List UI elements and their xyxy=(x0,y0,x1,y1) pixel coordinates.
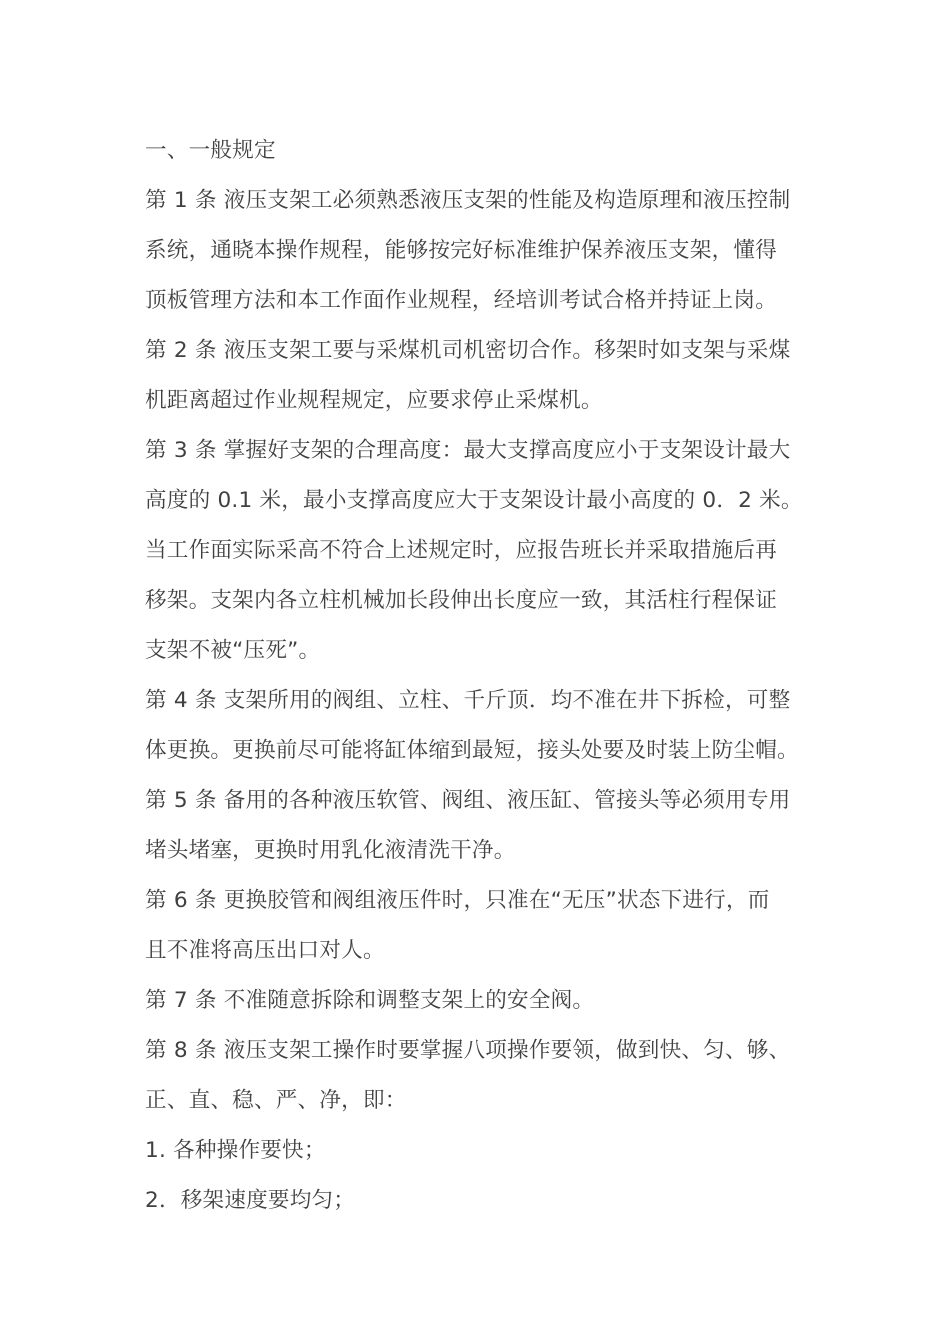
list-item-1: 1. 各种操作要快； xyxy=(145,1138,326,1163)
article-8-line-1: 第 8 条 液压支架工操作时要掌握八项操作要领，做到快、匀、够、 xyxy=(145,1038,791,1063)
document-page xyxy=(145,126,810,1226)
article-5-line-2: 堵头堵塞，更换时用乳化液清洗干净。 xyxy=(145,838,516,863)
article-4-line-2: 体更换。更换前尽可能将缸体缩到最短，接头处要及时装上防尘帽。 xyxy=(145,738,799,763)
article-6-line-1: 第 6 条 更换胶管和阀组液压件时，只准在“无压”状态下进行，而 xyxy=(145,888,770,913)
article-1-line-1: 第 1 条 液压支架工必须熟悉液压支架的性能及构造原理和液压控制 xyxy=(145,188,791,213)
article-8-line-2: 正、直、稳、严、净，即： xyxy=(145,1088,407,1113)
article-2-line-2: 机距离超过作业规程规定，应要求停止采煤机。 xyxy=(145,388,603,413)
section-title: 一、一般规定 xyxy=(145,138,276,163)
article-2-line-1: 第 2 条 液压支架工要与采煤机司机密切合作。移架时如支架与采煤 xyxy=(145,338,791,363)
article-7-line-1: 第 7 条 不准随意拆除和调整支架上的安全阀。 xyxy=(145,988,595,1013)
article-5-line-1: 第 5 条 备用的各种液压软管、阀组、液压缸、管接头等必须用专用 xyxy=(145,788,791,813)
article-1-line-3: 顶板管理方法和本工作面作业规程，经培训考试合格并持证上岗。 xyxy=(145,288,778,313)
article-6-line-2: 且不准将高压出口对人。 xyxy=(145,938,385,963)
article-4-line-1: 第 4 条 支架所用的阀组、立柱、千斤顶．均不准在井下拆检，可整 xyxy=(145,688,791,713)
article-3-line-3: 当工作面实际采高不符合上述规定时，应报告班长并采取措施后再 xyxy=(145,538,778,563)
article-3-line-2: 高度的 0.1 米，最小支撑高度应大于支架设计最小高度的 0．2 米。 xyxy=(145,488,803,513)
article-3-line-5: 支架不被“压死”。 xyxy=(145,638,321,663)
article-3-line-1: 第 3 条 掌握好支架的合理高度：最大支撑高度应小于支架设计最大 xyxy=(145,438,791,463)
article-1-line-2: 系统，通晓本操作规程，能够按完好标准维护保养液压支架，懂得 xyxy=(145,238,778,263)
list-item-2: 2．移架速度要均匀； xyxy=(145,1188,356,1213)
article-3-line-4: 移架。支架内各立柱机械加长段伸出长度应一致，其活柱行程保证 xyxy=(145,588,778,613)
